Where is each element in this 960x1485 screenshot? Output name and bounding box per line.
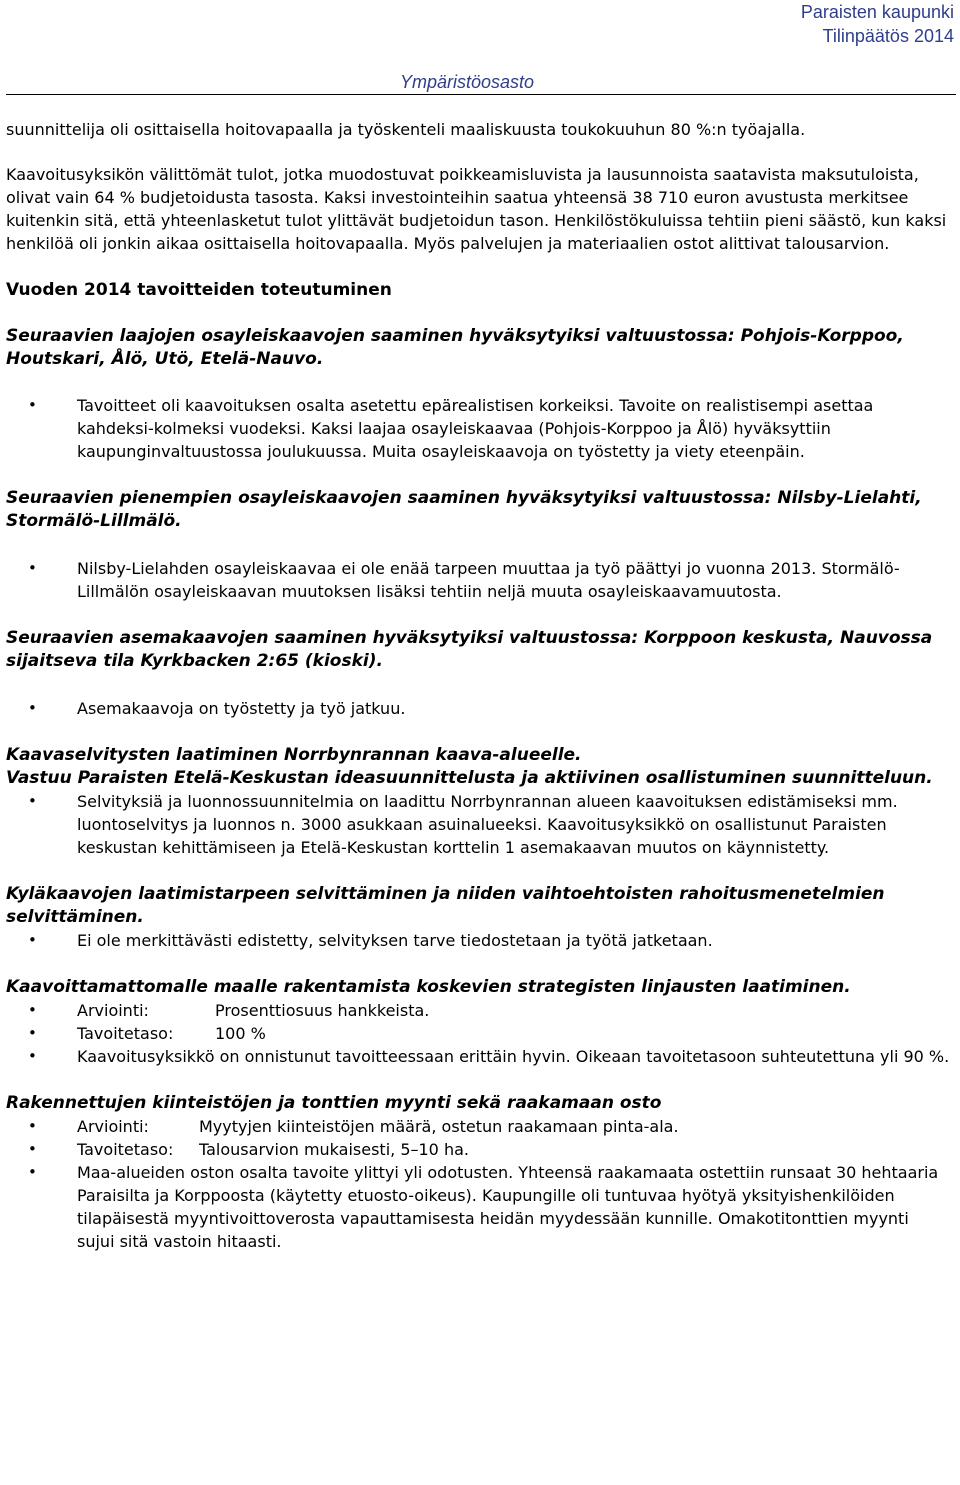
list-item: [6, 1138, 951, 1161]
page-header: [0, 0, 960, 95]
goal-bullets: [6, 557, 951, 603]
goal-title: Rakennettujen kiinteistöjen ja tonttien myynti sekä raakamaan osto: [6, 1093, 662, 1113]
document-body: [6, 118, 951, 1253]
section-heading: Vuoden 2014 tavoitteiden toteutuminen: [6, 280, 392, 300]
target-level-label: Tavoitetaso:: [77, 1140, 174, 1159]
goal-bullets: [6, 999, 951, 1068]
assessment-value: Prosenttiosuus hankkeista.: [215, 1001, 430, 1020]
assessment-value: Myytyjen kiinteistöjen määrä, ostetun raakamaan pinta-ala.: [199, 1117, 679, 1136]
goal-bullets: [6, 394, 951, 463]
assessment-label: Arviointi:: [77, 1117, 149, 1136]
goal-bullets: [6, 790, 951, 859]
list-item: • Maa-alueiden oston osalta tavoite ylittyi yli odotusten. Yhteensä raakamaata ostettiin runsaat 30 hehtaaria Paraisilta ja Korppoosta (käytetty etuosto-oikeus). Kaupungille oli tuntuvaa hyötyä yksityishenkilöiden tilapäisestä myyntivoittoverosta vapauttamisesta heidän myydessään kunnille. Omakotitonttien myynti sujui sitä vastoin hitaasti.: [6, 1161, 951, 1253]
goal-title: Kaavoittamattomalle maalle rakentamista koskevien strategisten linjausten laatiminen.: [6, 977, 851, 997]
list-item: • Asemakaavoja on työstetty ja työ jatkuu.: [6, 697, 951, 720]
list-item: • Tavoitteet oli kaavoituksen osalta asetettu epärealistisen korkeiksi. Tavoite on realistisempi asettaa kahdeksi-kolmeksi vuodeksi. Kaksi laajaa osayleiskaavaa (Pohjois-Korppoo ja Ålö) hyväksyttiin kaupunginvaltuustossa joulukuussa. Muita osayleiskaavoja on työstetty ja viety eteenpäin.: [6, 394, 951, 463]
goal-title-secondary: Vastuu Paraisten Etelä-Keskustan ideasuunnittelusta ja aktiivinen osallistuminen suunnitteluun.: [6, 768, 933, 788]
list-item: [6, 1115, 951, 1138]
list-item: [6, 1022, 951, 1045]
list-item: • Ei ole merkittävästi edistetty, selvityksen tarve tiedostetaan ja työtä jatketaan.: [6, 929, 951, 952]
goal-title: Kyläkaavojen laatimistarpeen selvittäminen ja niiden vaihtoehtoisten rahoitusmenetelmien selvittäminen.: [6, 884, 885, 927]
list-item: • Nilsby-Lielahden osayleiskaavaa ei ole enää tarpeen muuttaa ja työ päättyi jo vuonna 2013. Stormälö-Lillmälön osayleiskaavan muutoksen lisäksi tehtiin neljä muuta osayleiskaavamuutosta.: [6, 557, 951, 603]
goal-bullets: [6, 697, 951, 720]
intro-paragraph-2: Kaavoitusyksikön välittömät tulot, jotka muodostuvat poikkeamisluvista ja lausunnoista saatavista maksutuloista, olivat vain 64 % budjetoidusta tasosta. Kaksi investointeihin saatua yhteensä 38 710 euron avustusta merkitsee kuitenkin sitä, että yhteenlasketut tulot ylittävät budjetoidun tason. Henkilöstökuluissa tehtiin pieni säästö, kun kaksi henkilöä oli jonkin aikaa osittaisella hoitovapaalla. Myös palvelujen ja materiaalien ostot alittivat talousarvion.: [6, 165, 947, 253]
list-item: • Kaavoitusyksikkö on onnistunut tavoitteessaan erittäin hyvin. Oikeaan tavoitetasoon suhteutettuna yli 90 %.: [6, 1045, 951, 1068]
goal-bullets: [6, 929, 951, 952]
report-title: Tilinpäätös 2014: [822, 26, 954, 46]
goal-title: Seuraavien laajojen osayleiskaavojen saaminen hyväksytyiksi valtuustossa: Pohjois-Korppoo, Houtskari, Ålö, Utö, Etelä-Nauvo.: [6, 326, 904, 369]
goal-bullets: [6, 1115, 951, 1253]
assessment-label: Arviointi:: [77, 1001, 149, 1020]
list-item: • Selvityksiä ja luonnossuunnitelmia on laadittu Norrbynrannan alueen kaavoituksen edistämiseksi mm. luontoselvitys ja luonnos n. 3000 asukkaan asuinalueeksi. Kaavoitusyksikkö on osallistunut Paraisten keskustan kehittämiseen ja Etelä-Keskustan korttelin 1 asemakaavan muutos on käynnistetty.: [6, 790, 951, 859]
header-divider: [6, 94, 956, 95]
target-level-value: 100 %: [215, 1024, 266, 1043]
goal-title: Seuraavien pienempien osayleiskaavojen saaminen hyväksytyiksi valtuustossa: Nilsby-Lielahti, Stormälö-Lillmälö.: [6, 488, 922, 531]
goal-title: Seuraavien asemakaavojen saaminen hyväksytyiksi valtuustossa: Korppoon keskusta, Nauvossa sijaitseva tila Kyrkbacken 2:65 (kioski).: [6, 628, 933, 671]
list-item: [6, 999, 951, 1022]
target-level-value: Talousarvion mukaisesti, 5–10 ha.: [199, 1140, 469, 1159]
goal-title: Kaavaselvitysten laatiminen Norrbynrannan kaava-alueelle.: [6, 745, 582, 765]
target-level-label: Tavoitetaso:: [77, 1024, 174, 1043]
section-name: Ympäristöosasto: [400, 72, 535, 92]
intro-paragraph-1: suunnittelija oli osittaisella hoitovapaalla ja työskenteli maaliskuusta toukokuuhun 80 %:n työajalla.: [6, 120, 806, 139]
organization-name: Paraisten kaupunki: [800, 2, 954, 22]
